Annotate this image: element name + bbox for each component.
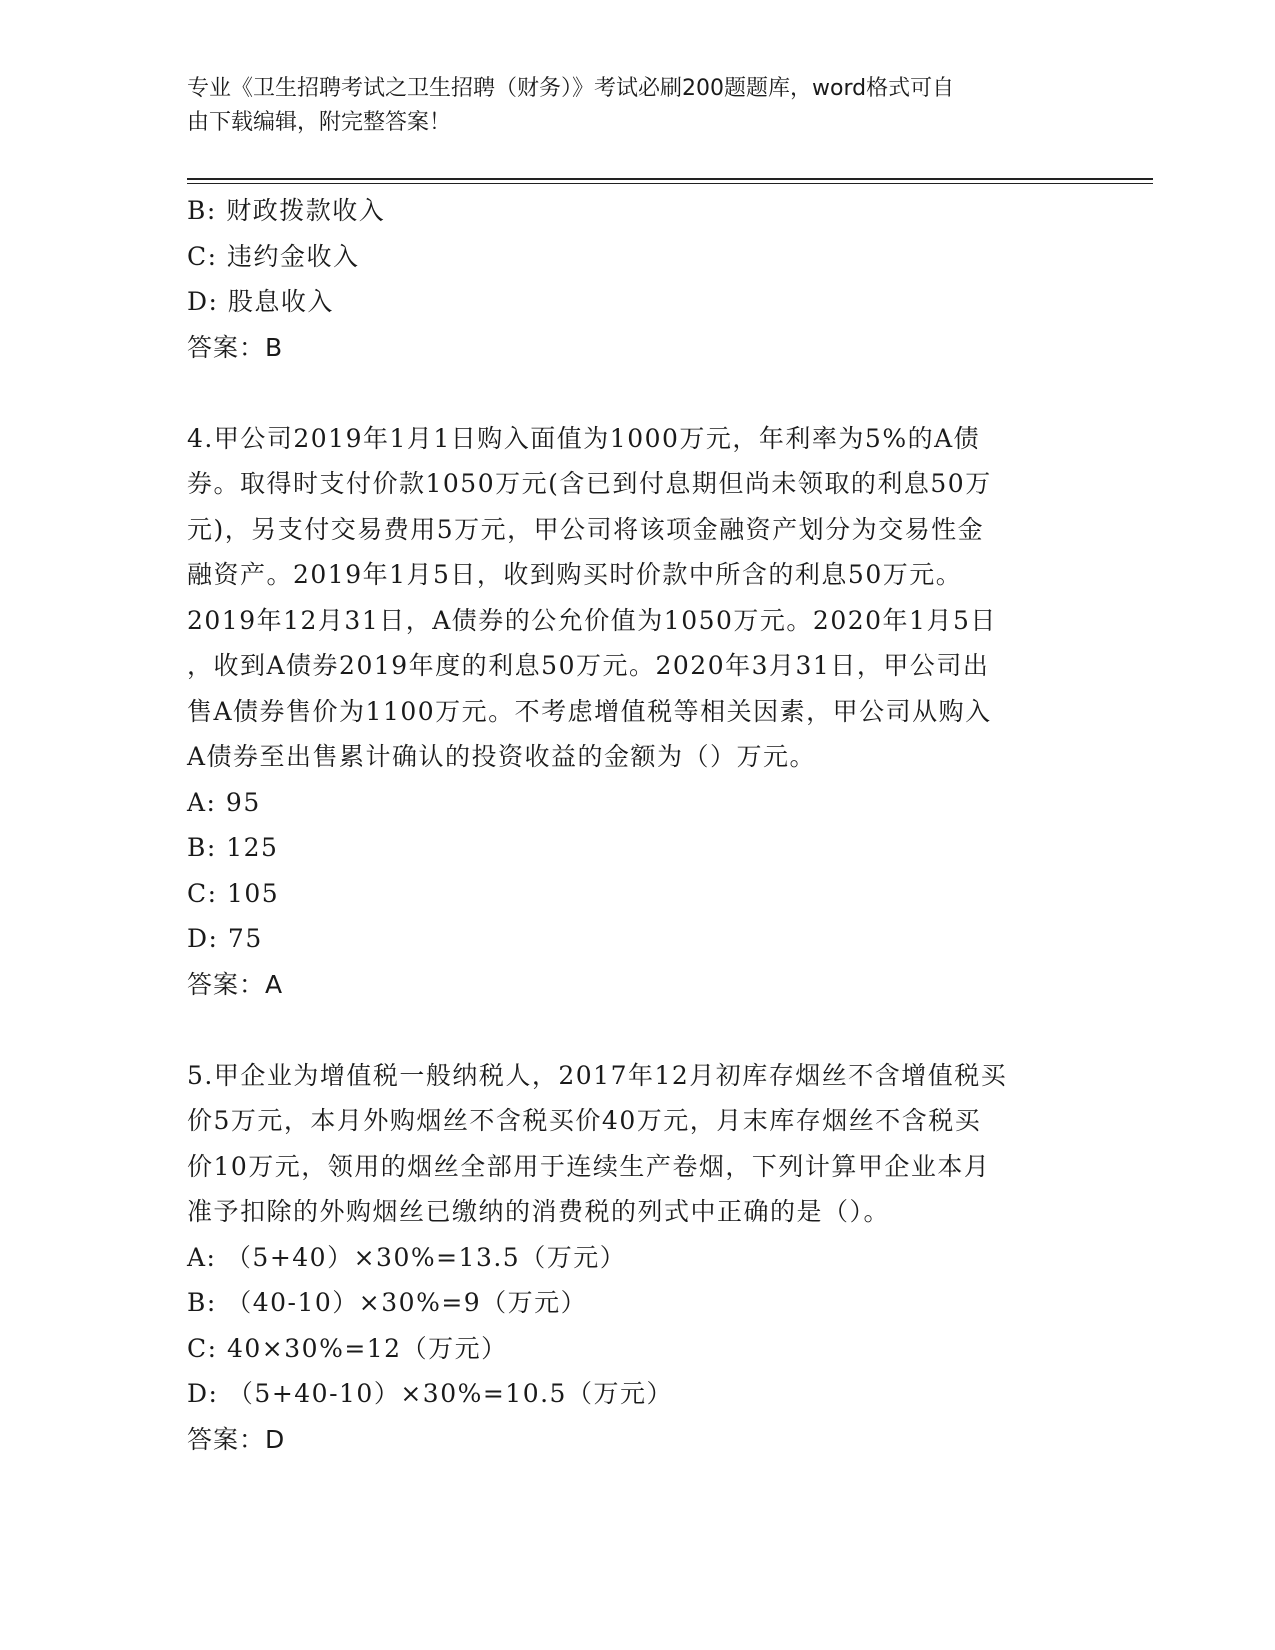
q5-option-c: C: 40×30%=12（万元） <box>187 1333 508 1363</box>
spacer <box>187 370 1087 416</box>
q4-option-a: A: 95 <box>187 787 261 817</box>
q5-stem-line: 准予扣除的外购烟丝已缴纳的消费税的列式中正确的是（）。 <box>187 1197 891 1226</box>
q5-option-a: A: （5+40）×30%=13.5（万元） <box>187 1242 627 1272</box>
header-title-line-1: 专业《卫生招聘考试之卫生招聘（财务）》考试必刷200题题库，word格式可自 <box>187 76 955 101</box>
q3-option-d: D: 股息收入 <box>187 287 334 316</box>
q4-stem-line: 融资产。2019年1月5日，收到购买时价款中所含的利息50万元。 <box>187 560 963 589</box>
q4-stem-line: 售A债券售价为1100万元。不考虑增值税等相关因素，甲公司从购入 <box>187 696 992 726</box>
q4-answer: 答案：A <box>187 969 284 999</box>
q5-stem-line: 5.甲企业为增值税一般纳税人，2017年12月初库存烟丝不含增值税买 <box>187 1060 1008 1090</box>
question-5 <box>187 1053 1087 1463</box>
q4-stem-line: 2019年12月31日，A债券的公允价值为1050万元。2020年1月5日 <box>187 605 997 635</box>
document-header <box>187 72 1067 140</box>
q4-option-c: C: 105 <box>187 878 280 908</box>
q4-stem-line: 元)，另支付交易费用5万元，甲公司将该项金融资产划分为交易性金 <box>187 514 985 544</box>
header-title-line-2: 由下载编辑，附完整答案！ <box>187 110 452 135</box>
q5-answer: 答案：D <box>187 1424 286 1454</box>
document-body <box>187 188 1087 1462</box>
header-divider-thin <box>187 183 1153 184</box>
header-divider-thick <box>187 178 1153 180</box>
q4-option-b: B: 125 <box>187 833 279 862</box>
q4-stem-line: ，收到A债券2019年度的利息50万元。2020年3月31日，甲公司出 <box>187 651 990 680</box>
q4-stem-line: 券。取得时支付价款1050万元(含已到付息期但尚未领取的利息50万 <box>187 469 992 498</box>
question-4 <box>187 416 1087 1008</box>
question-3 <box>187 188 1087 370</box>
q5-stem-line: 价10万元，领用的烟丝全部用于连续生产卷烟，下列计算甲企业本月 <box>187 1151 991 1181</box>
q3-option-b: B: 财政拨款收入 <box>187 196 386 225</box>
spacer <box>187 1007 1087 1053</box>
q5-option-b: B: （40-10）×30%=9（万元） <box>187 1288 588 1317</box>
q5-option-d: D: （5+40-10）×30%=10.5（万元） <box>187 1379 673 1408</box>
q3-option-c: C: 违约金收入 <box>187 241 360 271</box>
q4-option-d: D: 75 <box>187 924 263 953</box>
q5-stem-line: 价5万元，本月外购烟丝不含税买价40万元，月末库存烟丝不含税买 <box>187 1106 982 1135</box>
q3-answer: 答案：B <box>187 332 284 362</box>
q4-stem-line: A债券至出售累计确认的投资收益的金额为（）万元。 <box>187 742 817 771</box>
q4-stem-line: 4.甲公司2019年1月1日购入面值为1000万元，年利率为5%的A债 <box>187 423 981 453</box>
